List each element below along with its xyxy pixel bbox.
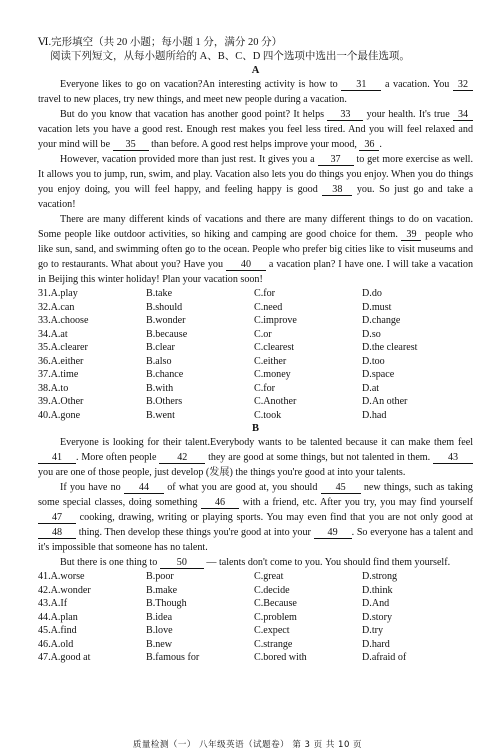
text-segment: they are good at some things, but not talented in them.: [208, 452, 431, 463]
blank-38: 38: [322, 184, 352, 196]
text-segment: But there is one thing to: [60, 557, 158, 568]
option: D.the clearest: [362, 342, 418, 353]
text-segment: thing. Then develop these things you're good at into your: [78, 527, 311, 538]
option: D.strong: [362, 571, 398, 582]
passage-b-paragraph-3: [38, 555, 473, 570]
option: C.or: [254, 328, 272, 340]
option: 43.A.If: [38, 598, 68, 609]
blank-35: 35: [113, 139, 149, 151]
text-segment: to get more exercise as well. It allows you to jump, run, swim, and play. Vacation also lets you do things you enjoy. When you do things you enjoy doing, you will feel happy, and feeling happy is good: [38, 154, 473, 195]
passage-a-paragraph-2: [38, 107, 473, 152]
option: C.for: [254, 288, 276, 299]
blank-50: 50: [160, 557, 204, 569]
blank-31: 31: [341, 79, 381, 91]
option: D.An other: [362, 396, 408, 407]
blank-40: 40: [226, 259, 266, 271]
option: B.wonder: [146, 315, 186, 326]
option: D.think: [362, 584, 393, 596]
text-segment: .: [379, 139, 382, 150]
option: B.Though: [146, 598, 187, 609]
option: C.decide: [254, 584, 290, 596]
text-segment: your health. It's true: [366, 109, 450, 120]
option: B.love: [146, 625, 173, 636]
text-segment: with a friend, etc. After you try, you may find yourself: [242, 497, 473, 508]
option: B.went: [146, 409, 175, 421]
option: B.also: [146, 355, 172, 367]
blank-42: 42: [159, 452, 205, 464]
option: C.improve: [254, 315, 297, 326]
option: B.clear: [146, 342, 175, 353]
option: 32.A.can: [38, 301, 75, 313]
passage-a-paragraph-1: [38, 77, 473, 107]
option: 37.A.time: [38, 369, 79, 380]
option: 38.A.to: [38, 382, 69, 394]
option: B.Others: [146, 396, 183, 407]
blank-41: 41: [38, 452, 76, 464]
blank-36: 36: [359, 139, 379, 151]
option: C.problem: [254, 611, 297, 623]
text-segment: you. So just go and take a vacation!: [38, 184, 473, 210]
option: D.do: [362, 288, 382, 299]
blank-37: 37: [318, 154, 354, 166]
section-instruction: 阅读下列短文，从每小题所给的 A、B、C、D 四个选项中选出一个最佳选项。: [50, 51, 410, 62]
option: 34.A.at: [38, 328, 68, 340]
option: D.And: [362, 598, 390, 609]
options-a: [38, 287, 473, 422]
text-segment: than before. A good rest helps improve your mood,: [151, 139, 357, 150]
option: B.new: [146, 638, 173, 650]
passage-b-paragraph-1: [38, 435, 473, 480]
option: C.need: [254, 301, 283, 313]
text-segment: Everyone likes to go on vacation?An interesting activity is how to: [60, 79, 338, 90]
option: C.for: [254, 382, 276, 394]
option: C.strange: [254, 638, 293, 650]
option: C.great: [254, 571, 284, 582]
option: 35.A.clearer: [38, 342, 88, 353]
option: D.afraid of: [362, 652, 407, 663]
option: B.because: [146, 328, 188, 340]
option: D.space: [362, 369, 395, 380]
option: 33.A.choose: [38, 315, 89, 326]
blank-45: 45: [321, 482, 361, 494]
text-segment: . So everyone has a talent and it's impossible that someone has no talent.: [38, 527, 473, 553]
option: B.make: [146, 584, 178, 596]
page-footer: 质量检测（一） 八年级英语（试题卷） 第 3 页 共 10 页: [132, 740, 363, 750]
option: D.change: [362, 315, 401, 326]
options-b: [38, 570, 473, 665]
option: D.story: [362, 611, 393, 623]
option: B.with: [146, 382, 174, 394]
option: D.must: [362, 301, 392, 313]
text-segment: you are one of those people, just develop (发展) the things you're good at into your talents.: [38, 467, 406, 478]
option: B.should: [146, 301, 183, 313]
text-segment: If you have no: [60, 482, 121, 493]
blank-48: 48: [38, 527, 76, 539]
option: C.clearest: [254, 342, 295, 353]
option: D.had: [362, 409, 387, 421]
text-segment: a vacation. You: [384, 79, 450, 90]
text-segment: people who like sun, sand, and swimming often go to the ocean. People who prefer big cities like to visit museums and go to restaurants. What about you? Have you: [38, 229, 473, 270]
option: C.Because: [254, 598, 297, 609]
option: B.idea: [146, 611, 173, 623]
option: C.Another: [254, 396, 297, 407]
text-segment: cooking, drawing, writing or playing sports. You may even find that you are not only good at: [79, 512, 473, 523]
option: 41.A.worse: [38, 571, 85, 582]
blank-46: 46: [201, 497, 239, 509]
passage-a-title: A: [251, 65, 260, 76]
text-segment: . More often people: [76, 452, 157, 463]
option: 45.A.find: [38, 625, 77, 636]
option: B.famous for: [146, 652, 200, 663]
option: D.try: [362, 625, 384, 636]
option: C.bored with: [254, 652, 307, 663]
option: D.at: [362, 382, 380, 394]
text-segment: — talents don't come to you. You should find them yourself.: [206, 557, 451, 568]
option: 39.A.Other: [38, 396, 84, 407]
text-segment: of what you are good at, you should: [167, 482, 318, 493]
blank-34: 34: [453, 109, 473, 121]
text-segment: There are many different kinds of vacations and there are many different things to do on vacation. Some people like outdoor activities, so hiking and camping are good choice for them.: [38, 214, 473, 240]
option: D.too: [362, 355, 385, 367]
text-segment: Everyone is looking for their talent.Everybody wants to be talented because it can make them feel: [60, 437, 473, 448]
text-segment: But do you know that vacation has another good point? It helps: [60, 109, 325, 120]
blank-47: 47: [38, 512, 76, 524]
option: 47.A.good at: [38, 652, 91, 663]
blank-44: 44: [124, 482, 164, 494]
option: B.chance: [146, 369, 184, 380]
option: 31.A.play: [38, 288, 78, 299]
text-segment: a vacation plan? I have one. I will take a vacation in Beijing this winter holiday! Plan your vacation soon!: [38, 259, 473, 285]
passage-b-paragraph-2: [38, 480, 473, 555]
option: C.money: [254, 369, 291, 380]
option: 44.A.plan: [38, 611, 78, 623]
option: 40.A.gone: [38, 409, 81, 421]
blank-49: 49: [314, 527, 352, 539]
option: 36.A.either: [38, 355, 84, 367]
option: C.either: [254, 355, 287, 367]
text-segment: travel to new places, try new things, and meet new people during a vacation.: [38, 94, 347, 105]
text-segment: new things, such as taking some special classes, doing something: [38, 482, 473, 508]
option: 46.A.old: [38, 638, 74, 650]
option: B.poor: [146, 571, 174, 582]
text-segment: vacation lets you have a good rest. Enough rest makes you feel less tired. And you will feel relaxed and your mind will be: [38, 124, 473, 150]
text-segment: However, vacation provided more than just rest. It gives you a: [60, 154, 315, 165]
option: D.hard: [362, 638, 390, 650]
section-heading: Ⅵ.完形填空（共 20 小题；每小题 1 分，满分 20 分）: [38, 37, 283, 48]
option: C.took: [254, 409, 282, 421]
blank-32: 32: [453, 79, 473, 91]
option: B.take: [146, 288, 173, 299]
passage-b-title: B: [251, 423, 259, 434]
option: D.so: [362, 328, 381, 340]
blank-33: 33: [327, 109, 363, 121]
option: 42.A.wonder: [38, 584, 91, 596]
blank-43: 43: [433, 452, 473, 464]
blank-39: 39: [401, 229, 421, 241]
passage-a-paragraph-3: [38, 152, 473, 212]
option: C.expect: [254, 625, 290, 636]
passage-a-paragraph-4: [38, 212, 473, 287]
